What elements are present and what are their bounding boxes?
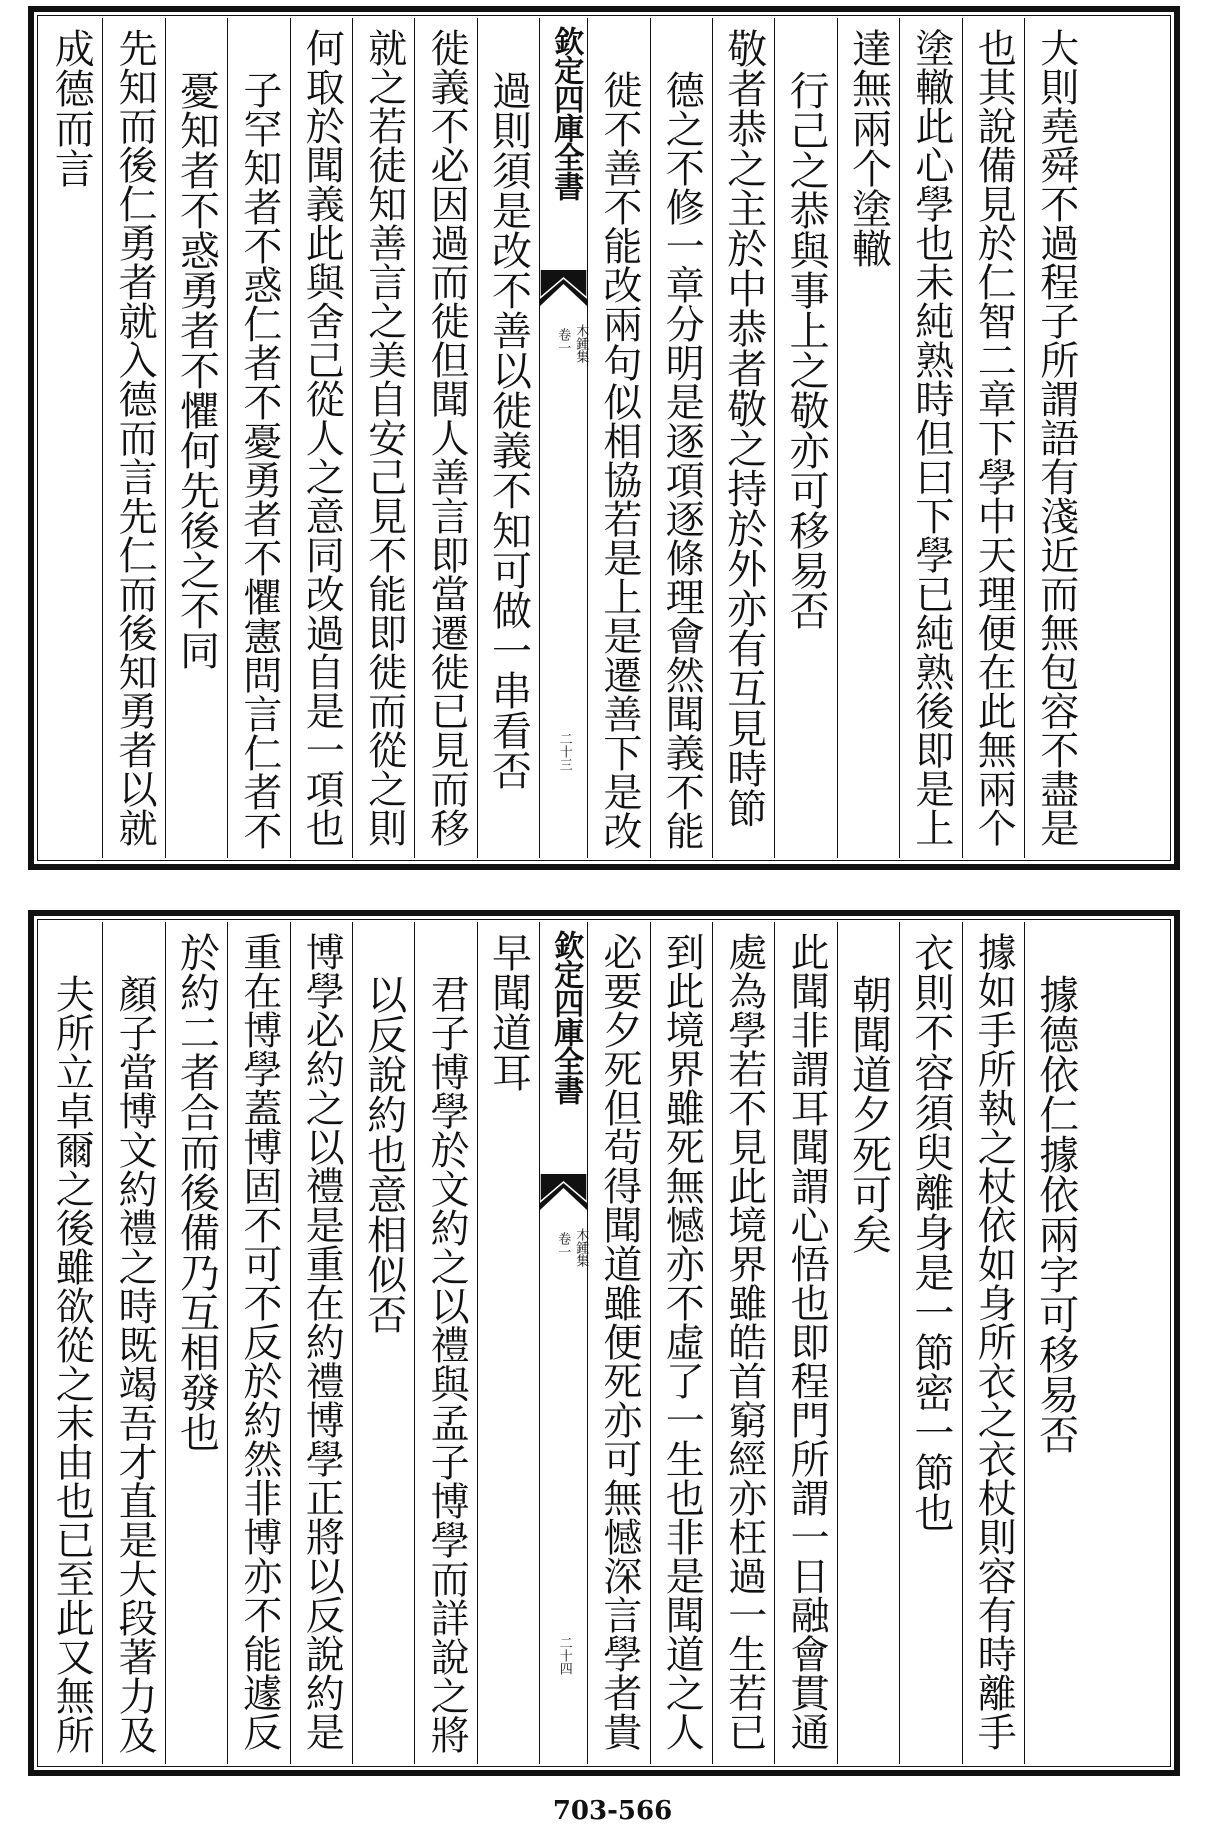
- column-text: 過則須是改不善以徙義不知可做一串看否: [485, 70, 532, 790]
- text-column: [165, 922, 227, 1764]
- collection-name: 木鍾集: [573, 1228, 589, 1267]
- text-column: [102, 18, 164, 858]
- text-column: [414, 922, 476, 1764]
- column-text: 朝聞道夕死可矣: [845, 974, 892, 1254]
- column-text: 徙不善不能改兩句似相協若是上是遷善下是改: [596, 70, 642, 850]
- column-text: 處為學若不見此境界雖皓首窮經亦枉過一生若已: [721, 932, 767, 1751]
- fishtail-mark-icon: [540, 270, 587, 306]
- leaf-number: 二十四: [556, 1636, 572, 1675]
- column-text: 到此境界雖死無憾亦不虛了一生也非是聞道之人: [659, 932, 705, 1751]
- column-text: 於約二者合而後備乃互相發也: [173, 932, 220, 1452]
- text-column: [587, 922, 649, 1764]
- text-column: [165, 18, 227, 858]
- text-column: [352, 922, 414, 1764]
- column-text: 行己之恭與事上之敬亦可移易否: [783, 70, 830, 630]
- column-text: 此聞非謂耳聞謂心悟也即程門所謂一日融會貫通: [784, 932, 830, 1751]
- text-column: [1024, 18, 1086, 858]
- column-text: 早聞道耳: [485, 932, 532, 1092]
- text-column: [414, 18, 476, 858]
- fishtail-mark-icon: [540, 1174, 587, 1210]
- top-page: [28, 6, 1180, 870]
- text-column: [712, 18, 774, 858]
- bottom-page-columns: [40, 922, 1168, 1764]
- bottom-page: [28, 910, 1180, 1776]
- text-column: [650, 18, 712, 858]
- text-column: [40, 18, 102, 858]
- column-text: 夫所立卓爾之後雖欲從之末由也已至此又無所: [49, 974, 95, 1754]
- text-column: [774, 18, 836, 858]
- collection-label: [552, 324, 592, 444]
- text-column: [1024, 922, 1086, 1764]
- text-column: [712, 922, 774, 1764]
- center-strip: [539, 922, 587, 1764]
- column-text: 子罕知者不惑仁者不憂勇者不懼憲問言仁者不: [236, 70, 282, 850]
- text-column: [477, 18, 539, 858]
- column-text: 重在博學蓋博固不可不反於約然非博亦不能遽反: [236, 932, 282, 1751]
- column-text: 據如手所執之杖依如身所衣之衣杖則容有時離手: [971, 932, 1017, 1751]
- text-column: [899, 18, 961, 858]
- column-text: 就之若徒知善言之美自安己見不能即徙而從之則: [361, 28, 407, 847]
- top-page-columns: [40, 18, 1168, 858]
- collection-label: [552, 1228, 592, 1348]
- text-column: [40, 922, 102, 1764]
- column-text: 敬者恭之主於中恭者敬之持於外亦有互見時節: [720, 28, 767, 828]
- text-column: [227, 18, 289, 858]
- text-column: [837, 18, 899, 858]
- text-column: [587, 18, 649, 858]
- column-text: 也其說備見於仁智二章下學中天理便在此無兩个: [971, 28, 1017, 847]
- text-column: [290, 18, 352, 858]
- volume-label: 卷一: [555, 328, 571, 354]
- page-number: 703-566: [552, 1796, 673, 1826]
- text-column: [899, 922, 961, 1764]
- center-strip: [539, 18, 587, 858]
- text-column: [290, 922, 352, 1764]
- column-text: 衣則不容須臾離身是一節密一節也: [907, 932, 954, 1532]
- column-text: 塗轍此心學也未純熟時但曰下學已純熟後即是上: [908, 28, 954, 847]
- text-column: [774, 922, 836, 1764]
- book-title: 欽定四庫全書: [548, 26, 584, 200]
- text-column: [962, 922, 1024, 1764]
- text-column: [352, 18, 414, 858]
- column-text: 博學必約之以禮是重在約禮博學正將以反說約是: [299, 932, 345, 1751]
- text-column: [650, 922, 712, 1764]
- column-text: 徙義不必因過而徙但聞人善言即當遷徙已見而移: [424, 28, 470, 847]
- column-text: 顏子當博文約禮之時既竭吾才直是大段著力及: [112, 974, 158, 1754]
- column-text: 憂知者不惑勇者不懼何先後之不同: [173, 70, 220, 670]
- volume-label: 卷一: [555, 1232, 571, 1258]
- column-text: 成德而言: [48, 28, 95, 188]
- text-column: [962, 18, 1024, 858]
- text-column: [477, 922, 539, 1764]
- text-column: [102, 922, 164, 1764]
- column-text: 以反說約也意相似否: [360, 974, 407, 1334]
- text-column: [227, 922, 289, 1764]
- collection-name: 木鍾集: [573, 324, 589, 363]
- column-text: 君子博學於文約之以禮與孟子博學而詳說之將: [424, 974, 470, 1754]
- column-text: 何取於聞義此與舍己從人之意同改過自是一項也: [299, 28, 345, 847]
- column-text: 德之不修一章分明是逐項逐條理會然聞義不能: [659, 70, 705, 850]
- book-title: 欽定四庫全書: [548, 930, 584, 1104]
- leaf-number: 二十三: [556, 732, 572, 771]
- column-text: 大則堯舜不過程子所謂語有淺近而無包容不盡是: [1033, 28, 1079, 847]
- text-column: [837, 922, 899, 1764]
- column-text: 先知而後仁勇者就入德而言先仁而後知勇者以就: [112, 28, 158, 847]
- column-text: 必要夕死但茍得聞道雖便死亦可無憾深言學者貴: [596, 932, 642, 1751]
- column-text: 達無兩个塗轍: [845, 28, 892, 268]
- column-text: 據德依仁據依兩字可移易否: [1032, 974, 1079, 1454]
